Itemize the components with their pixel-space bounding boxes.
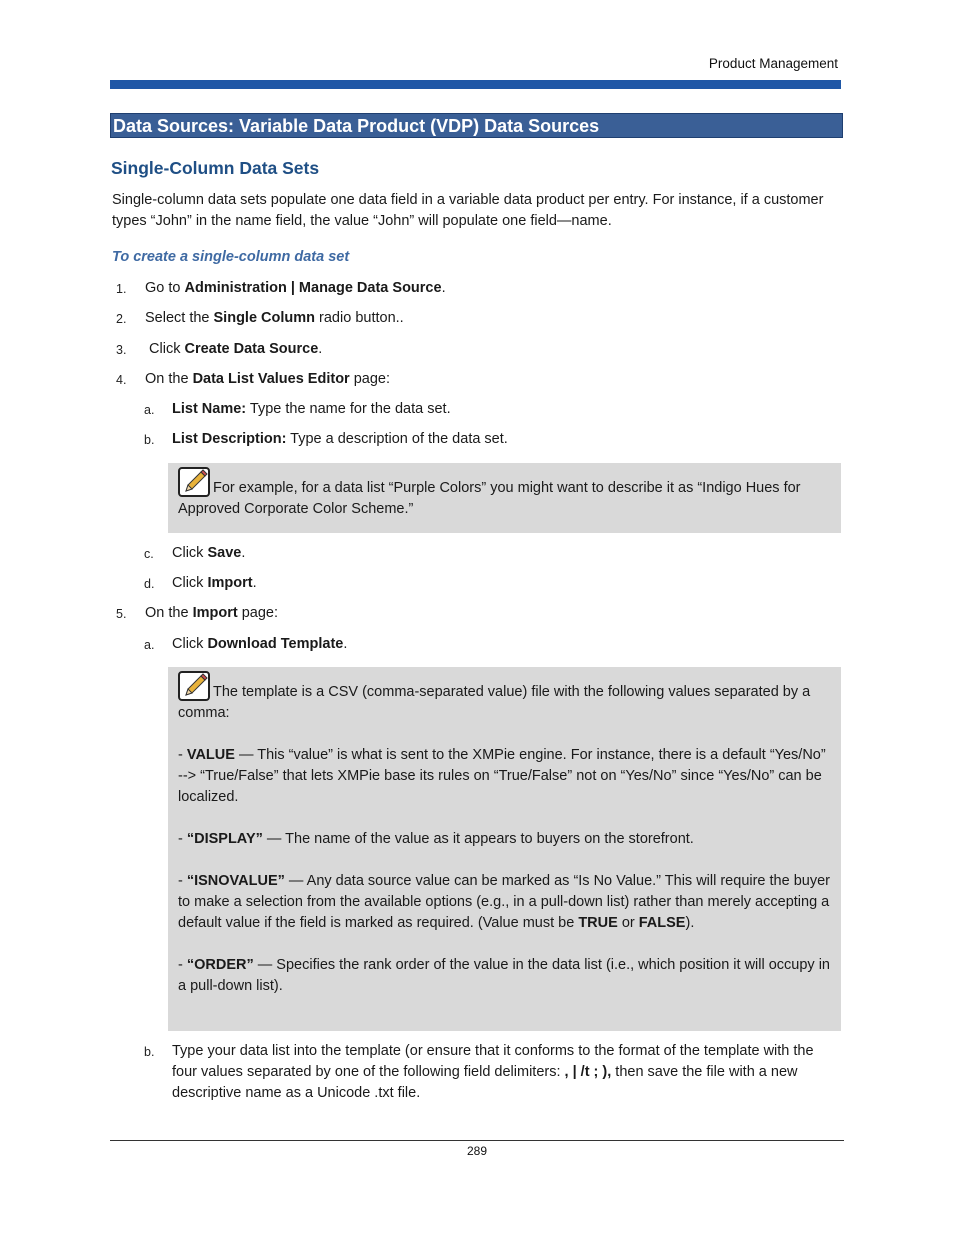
ui-term: Import: [192, 605, 238, 621]
step-text: .: [343, 636, 348, 652]
step-text: Click: [172, 636, 208, 652]
note-item-isnovalue: [178, 871, 831, 934]
ui-path: Administration | Manage Data Source: [184, 280, 442, 296]
ui-term: Save: [207, 545, 242, 561]
term: VALUE: [186, 747, 235, 763]
closing: ).: [685, 915, 695, 931]
note-body: The template is a CSV (comma-separated value) file with the following values separated by a comma:: [178, 684, 811, 721]
step-text: radio button..: [315, 310, 404, 326]
step-5a: [172, 634, 347, 655]
field-name: List Name:: [172, 401, 247, 417]
dash: -: [178, 873, 187, 889]
pencil-note-icon: [178, 671, 210, 701]
field-name: List Description:: [172, 431, 287, 447]
step-text: Click: [172, 575, 208, 591]
substep-letter: c.: [144, 547, 154, 561]
section-title: Data Sources: Variable Data Product (VDP) Data Sources: [113, 116, 600, 136]
term: “DISPLAY”: [186, 831, 263, 847]
step-4: [145, 369, 390, 390]
footer-rule: [110, 1140, 844, 1141]
ui-term: Download Template: [207, 636, 344, 652]
term-description: — Specifies the rank order of the value in the data list (i.e., which position it will occupy in a pull-down list).: [178, 957, 830, 994]
step-text: Click: [145, 341, 185, 357]
page-number: 289: [466, 1144, 488, 1158]
step-4a: [172, 399, 451, 420]
step-4c: [172, 543, 245, 564]
substep-letter: a.: [144, 638, 155, 652]
step-4d: [172, 573, 257, 594]
procedure-title: To create a single-column data set: [112, 249, 350, 265]
term-description: — This “value” is what is sent to the XMPie engine. For instance, there is a default “Yes/No” --> “True/False” that lets XMPie base its rules on “True/False” not on “Yes/No” since “Yes/No” can be localized.: [178, 747, 826, 805]
intro-paragraph: Single-column data sets populate one data field in a variable data product per entry. For instance, if a customer types “John” in the name field, the value “John” will populate one field—name.: [112, 192, 824, 229]
step-number: 3.: [116, 343, 127, 357]
step-text: .: [441, 280, 446, 296]
term: “ORDER”: [186, 957, 254, 973]
ui-term: Create Data Source: [184, 341, 319, 357]
note-body: For example, for a data list “Purple Colors” you might want to describe it as “Indigo Hues for Approved Corporate Color Scheme.”: [178, 480, 801, 517]
step-3: [145, 339, 322, 360]
step-number: 5.: [116, 607, 127, 621]
dash: -: [178, 747, 187, 763]
note-box: [168, 667, 841, 1031]
step-4b: [172, 429, 508, 450]
substep-letter: a.: [144, 403, 155, 417]
step-text: .: [318, 341, 323, 357]
note-item-display: [178, 829, 831, 850]
step-number: 4.: [116, 373, 127, 387]
substep-letter: d.: [144, 577, 155, 591]
delimiters: , | /t ; ),: [564, 1064, 612, 1080]
substep-letter: b.: [144, 433, 155, 447]
step-text: page:: [237, 605, 278, 621]
step-text: On the: [145, 371, 193, 387]
term-description: — The name of the value as it appears to buyers on the storefront.: [262, 831, 694, 847]
header-rule: [110, 80, 841, 89]
step-text: then save the file with a new descriptive name as a Unicode .txt file.: [172, 1064, 798, 1101]
note-text: [178, 469, 831, 520]
dash: -: [178, 957, 187, 973]
step-text: .: [241, 545, 246, 561]
step-text: page:: [349, 371, 391, 387]
substep-letter: b.: [144, 1045, 155, 1059]
step-text: Type a description of the data set.: [286, 431, 508, 447]
ui-term: Data List Values Editor: [192, 371, 350, 387]
ui-term: Single Column: [213, 310, 316, 326]
step-text: Go to: [145, 280, 185, 296]
step-2: [145, 308, 404, 329]
running-header: Product Management: [708, 56, 838, 71]
value-true: TRUE: [578, 915, 618, 931]
term: “ISNOVALUE”: [186, 873, 285, 889]
note-item-order: [178, 955, 831, 997]
term-description: — Any data source value can be marked as “Is No Value.” This will require the buyer to make a selection from the available options (e.g., in a pull-down list) rather than merely accepting a default value if the field is marked as required. (Value must be: [178, 873, 830, 931]
step-number: 1.: [116, 282, 127, 296]
subheading: Single-Column Data Sets: [111, 158, 320, 178]
step-1: [145, 278, 446, 299]
note-box: [168, 463, 841, 533]
ui-term: Import: [207, 575, 253, 591]
step-5b: [172, 1041, 837, 1104]
connector: or: [617, 915, 639, 931]
step-5: [145, 603, 278, 624]
step-text: .: [252, 575, 257, 591]
step-text: Type the name for the data set.: [246, 401, 451, 417]
step-text: On the: [145, 605, 193, 621]
pencil-note-icon: [178, 467, 210, 497]
note-item-value: [178, 745, 831, 808]
dash: -: [178, 831, 187, 847]
step-text: Select the: [145, 310, 214, 326]
value-false: FALSE: [638, 915, 686, 931]
note-intro: [178, 673, 831, 724]
step-number: 2.: [116, 312, 127, 326]
step-text: Type your data list into the template (or ensure that it conforms to the format of the template with the four values separated by one of the following field delimiters:: [172, 1043, 814, 1080]
step-text: Click: [172, 545, 208, 561]
section-title-bar: [110, 113, 843, 138]
